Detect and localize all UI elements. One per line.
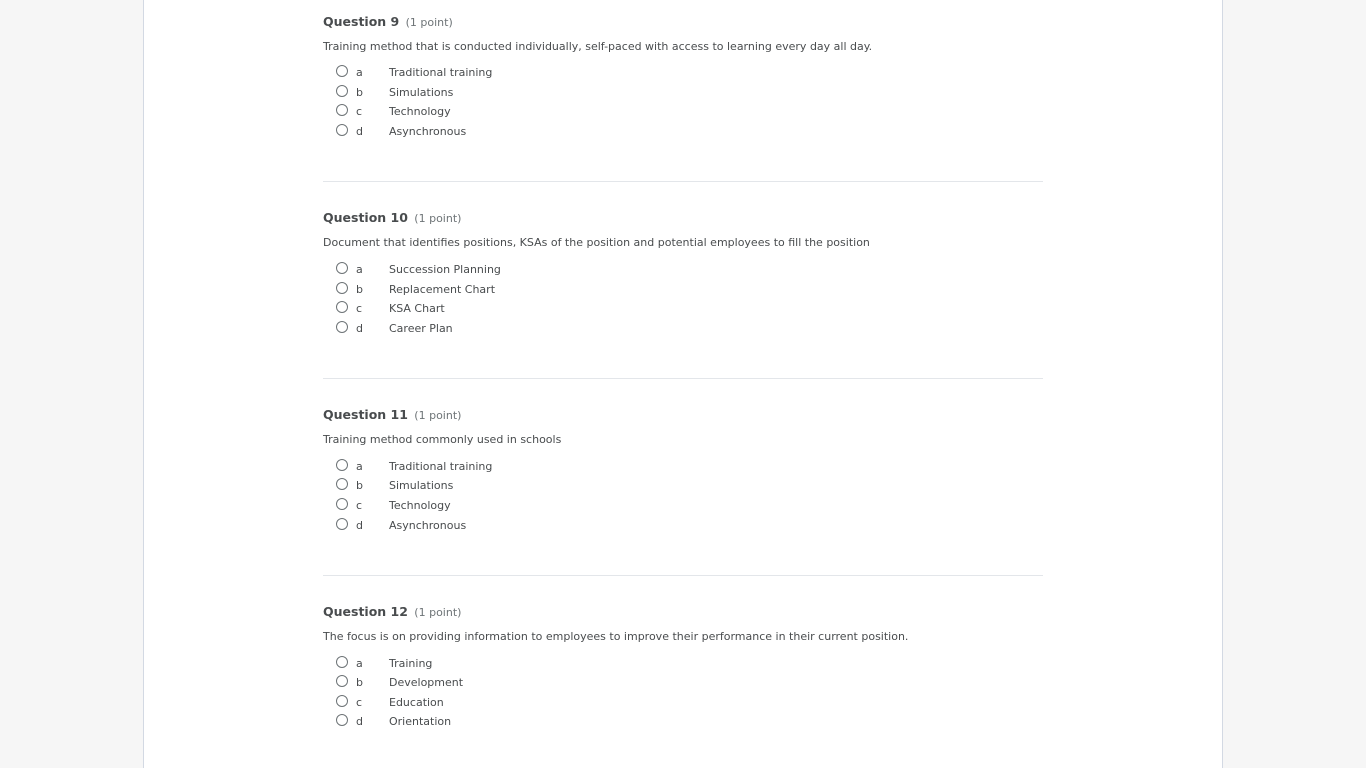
option-letter: d	[356, 125, 363, 138]
question-points: (1 point)	[414, 212, 462, 225]
option-letter: b	[356, 479, 363, 492]
option-label: Simulations	[389, 86, 454, 99]
option-letter: c	[356, 499, 363, 512]
option-label: Training	[389, 657, 433, 670]
question-number: Question 12	[323, 604, 408, 619]
option-letter: d	[356, 715, 363, 728]
radio-button[interactable]	[336, 656, 348, 668]
question-title	[323, 14, 453, 29]
option-label: Career Plan	[389, 322, 453, 335]
option-label: Technology	[389, 499, 451, 512]
radio-button[interactable]	[336, 282, 348, 294]
question-divider	[323, 575, 1043, 576]
option-letter: b	[356, 283, 363, 296]
option-label: Orientation	[389, 715, 452, 728]
option-label: Education	[389, 696, 444, 709]
option-letter: a	[356, 66, 363, 79]
option-label: Asynchronous	[389, 519, 467, 532]
radio-button[interactable]	[336, 301, 348, 313]
option-letter: c	[356, 302, 363, 315]
option-b[interactable]	[336, 282, 736, 300]
option-d[interactable]	[336, 124, 736, 142]
question-number: Question 9	[323, 14, 400, 29]
option-a[interactable]	[336, 262, 736, 280]
option-letter: c	[356, 105, 363, 118]
option-label: Traditional training	[389, 460, 493, 473]
option-d[interactable]	[336, 714, 736, 732]
option-c[interactable]	[336, 498, 736, 516]
question-points: (1 point)	[405, 16, 453, 29]
option-a[interactable]	[336, 459, 736, 477]
question-points: (1 point)	[414, 606, 462, 619]
option-label: Replacement Chart	[389, 283, 496, 296]
option-letter: a	[356, 657, 363, 670]
question-number: Question 10	[323, 210, 408, 225]
option-c[interactable]	[336, 695, 736, 713]
option-label: Traditional training	[389, 66, 493, 79]
option-b[interactable]	[336, 478, 736, 496]
option-label: KSA Chart	[389, 302, 445, 315]
question-text: The focus is on providing information to employees to improve their performance in their current position.	[323, 630, 909, 643]
option-b[interactable]	[336, 85, 736, 103]
radio-button[interactable]	[336, 714, 348, 726]
question-text: Training method that is conducted individually, self-paced with access to learning every day all day.	[323, 40, 873, 53]
radio-button[interactable]	[336, 518, 348, 530]
option-letter: a	[356, 460, 363, 473]
radio-button[interactable]	[336, 262, 348, 274]
option-label: Succession Planning	[389, 263, 501, 276]
option-d[interactable]	[336, 518, 736, 536]
option-letter: d	[356, 322, 363, 335]
option-c[interactable]	[336, 301, 736, 319]
radio-button[interactable]	[336, 498, 348, 510]
option-label: Development	[389, 676, 464, 689]
question-title	[323, 604, 461, 619]
radio-button[interactable]	[336, 675, 348, 687]
option-label: Technology	[389, 105, 451, 118]
radio-button[interactable]	[336, 65, 348, 77]
radio-button[interactable]	[336, 85, 348, 97]
radio-button[interactable]	[336, 124, 348, 136]
option-label: Asynchronous	[389, 125, 467, 138]
quiz-page	[143, 0, 1223, 768]
radio-button[interactable]	[336, 321, 348, 333]
radio-button[interactable]	[336, 459, 348, 471]
question-number: Question 11	[323, 407, 408, 422]
option-letter: a	[356, 263, 363, 276]
question-divider	[323, 181, 1043, 182]
option-d[interactable]	[336, 321, 736, 339]
option-letter: d	[356, 519, 363, 532]
question-title	[323, 407, 461, 422]
option-b[interactable]	[336, 675, 736, 693]
option-a[interactable]	[336, 656, 736, 674]
option-letter: b	[356, 86, 363, 99]
option-c[interactable]	[336, 104, 736, 122]
question-divider	[323, 378, 1043, 379]
option-label: Simulations	[389, 479, 454, 492]
option-letter: b	[356, 676, 363, 689]
question-points: (1 point)	[414, 409, 462, 422]
question-text: Document that identifies positions, KSAs of the position and potential employees to fill the position	[323, 236, 870, 249]
question-title	[323, 210, 461, 225]
option-letter: c	[356, 696, 363, 709]
option-a[interactable]	[336, 65, 736, 83]
radio-button[interactable]	[336, 695, 348, 707]
radio-button[interactable]	[336, 104, 348, 116]
question-text: Training method commonly used in schools	[323, 433, 562, 446]
radio-button[interactable]	[336, 478, 348, 490]
